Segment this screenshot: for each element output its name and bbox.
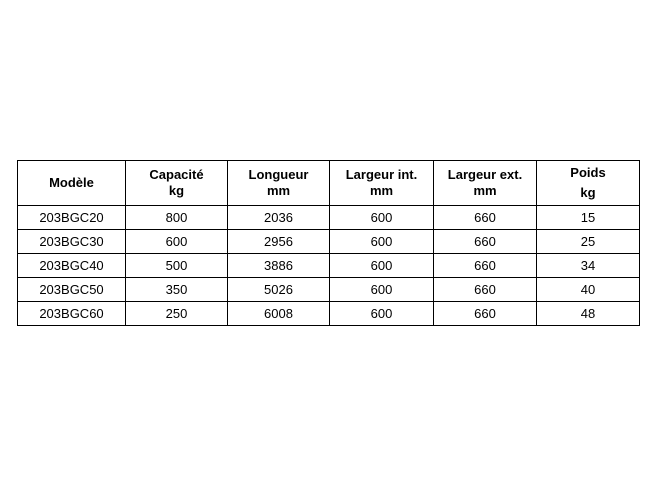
header-largeur-ext: Largeur ext. mm <box>434 161 537 206</box>
cell-poids: 40 <box>537 278 640 302</box>
cell-capacite: 800 <box>126 206 228 230</box>
cell-poids: 25 <box>537 230 640 254</box>
cell-largeur-ext: 660 <box>434 278 537 302</box>
cell-largeur-int: 600 <box>330 206 434 230</box>
cell-modele: 203BGC50 <box>18 278 126 302</box>
cell-largeur-int: 600 <box>330 254 434 278</box>
cell-capacite: 250 <box>126 302 228 326</box>
cell-longueur: 3886 <box>228 254 330 278</box>
cell-largeur-int: 600 <box>330 302 434 326</box>
cell-longueur: 2956 <box>228 230 330 254</box>
table-row <box>18 302 640 326</box>
header-largeur-int: Largeur int. mm <box>330 161 434 206</box>
cell-largeur-int: 600 <box>330 230 434 254</box>
spec-table <box>17 160 640 326</box>
cell-modele: 203BGC20 <box>18 206 126 230</box>
cell-longueur: 5026 <box>228 278 330 302</box>
cell-longueur: 6008 <box>228 302 330 326</box>
cell-largeur-ext: 660 <box>434 302 537 326</box>
table-body <box>18 206 640 326</box>
header-modele: Modèle <box>18 161 126 206</box>
cell-modele: 203BGC40 <box>18 254 126 278</box>
cell-largeur-int: 600 <box>330 278 434 302</box>
cell-capacite: 350 <box>126 278 228 302</box>
header-capacite: Capacité kg <box>126 161 228 206</box>
table-row <box>18 278 640 302</box>
header-poids: Poids kg <box>537 161 640 206</box>
cell-largeur-ext: 660 <box>434 206 537 230</box>
cell-poids: 48 <box>537 302 640 326</box>
cell-longueur: 2036 <box>228 206 330 230</box>
header-longueur: Longueur mm <box>228 161 330 206</box>
cell-capacite: 500 <box>126 254 228 278</box>
cell-modele: 203BGC60 <box>18 302 126 326</box>
cell-largeur-ext: 660 <box>434 230 537 254</box>
cell-poids: 15 <box>537 206 640 230</box>
cell-capacite: 600 <box>126 230 228 254</box>
cell-modele: 203BGC30 <box>18 230 126 254</box>
table-row <box>18 206 640 230</box>
table-row <box>18 230 640 254</box>
cell-poids: 34 <box>537 254 640 278</box>
table-header <box>18 161 640 206</box>
cell-largeur-ext: 660 <box>434 254 537 278</box>
header-row <box>18 161 640 206</box>
table-row <box>18 254 640 278</box>
